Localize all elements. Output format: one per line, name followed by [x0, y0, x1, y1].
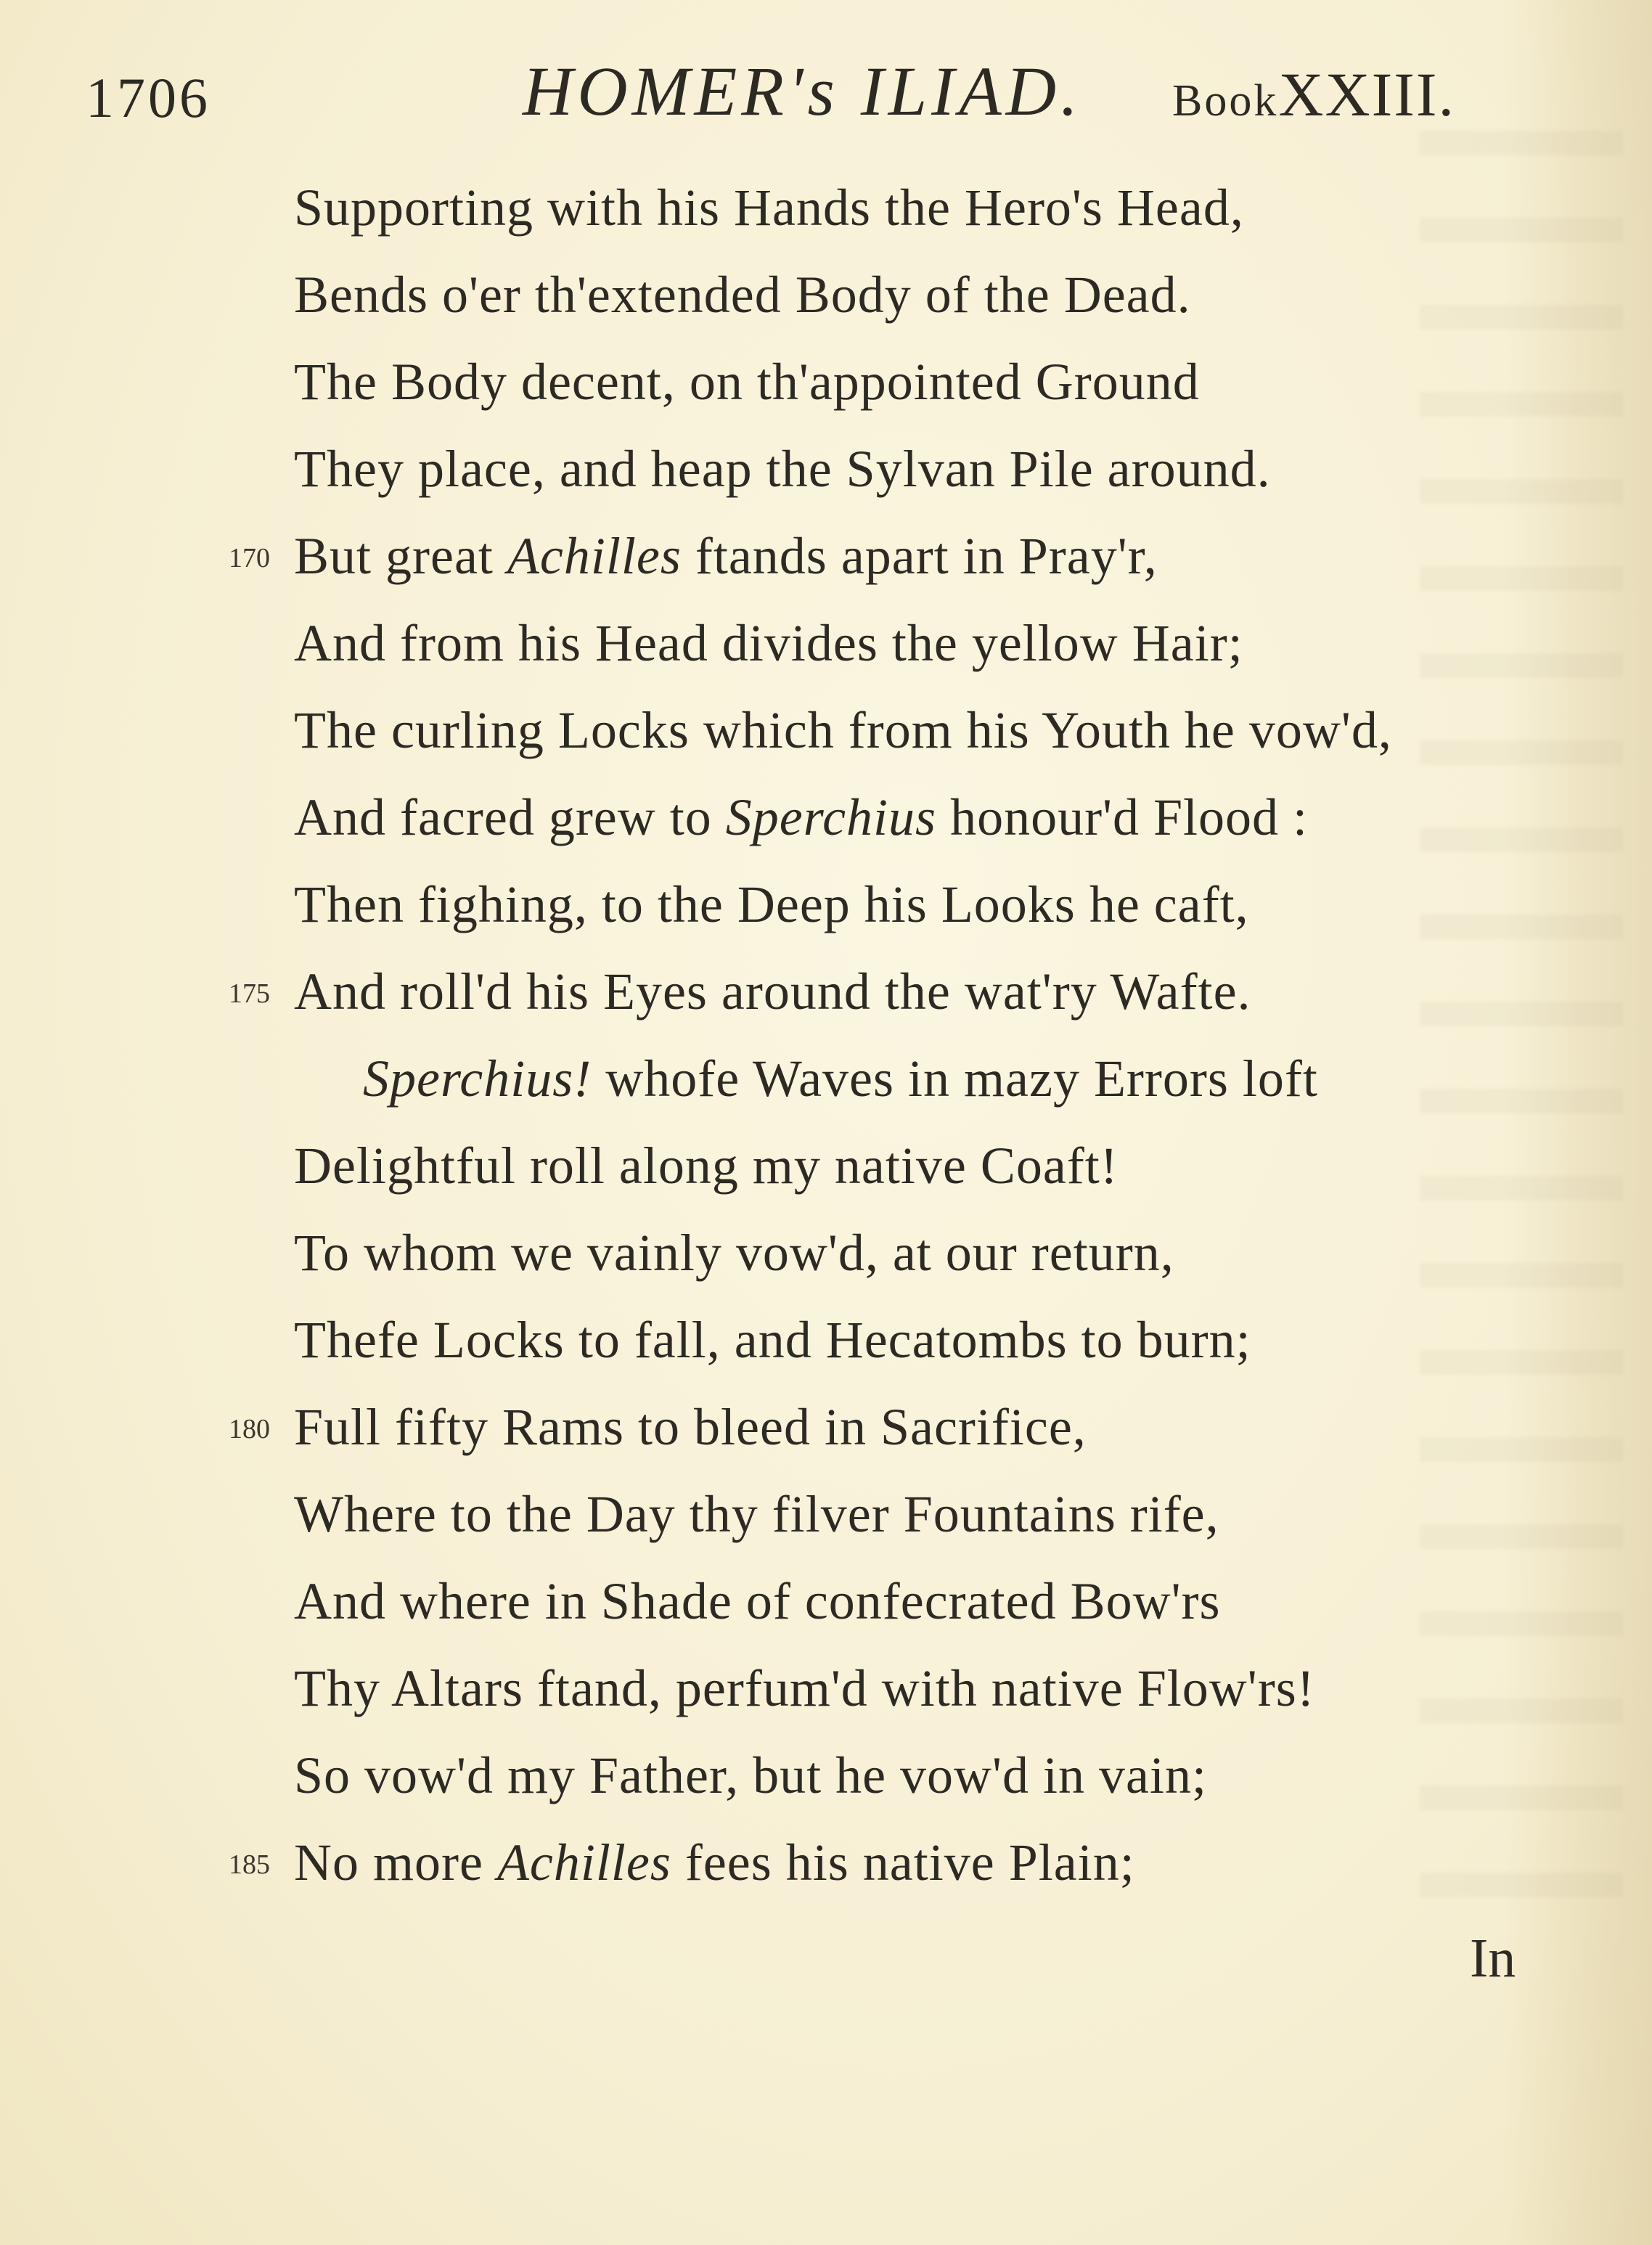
line-text: Thy Altars ftand, perfum'd with native Flow'rs!: [294, 1659, 1315, 1717]
verse-line: [0, 1571, 1652, 1659]
line-text: But great Achilles ftands apart in Pray'r,: [294, 527, 1158, 585]
line-number: 175: [229, 978, 270, 1009]
line-text: So vow'd my Father, but he vow'd in vain;: [294, 1746, 1207, 1804]
verse-line: [0, 1746, 1652, 1833]
page-number: 1706: [86, 66, 210, 129]
line-text: Then fighing, to the Deep his Looks he caft,: [294, 875, 1249, 933]
verse-line: [0, 875, 1652, 962]
page-header: [0, 51, 1652, 131]
verse-line: [0, 1049, 1652, 1136]
catchword: In: [1470, 1928, 1516, 1989]
book-label: [1172, 58, 1455, 131]
verse-line: [0, 439, 1652, 526]
line-text: They place, and heap the Sylvan Pile around.: [294, 440, 1271, 498]
verse-line: [0, 1833, 1652, 1920]
line-number: 185: [229, 1849, 270, 1880]
line-text: And from his Head divides the yellow Hair;: [294, 614, 1243, 672]
line-text: To whom we vainly vow'd, at our return,: [294, 1224, 1174, 1282]
line-text: Where to the Day thy filver Fountains rife,: [294, 1485, 1219, 1543]
line-text: And roll'd his Eyes around the wat'ry Wafte.: [294, 962, 1251, 1021]
line-text: Sperchius! whofe Waves in mazy Errors loft: [363, 1050, 1318, 1108]
line-text: Full fifty Rams to bleed in Sacrifice,: [294, 1398, 1087, 1456]
book-word: Book: [1172, 76, 1279, 126]
line-number: 170: [229, 543, 270, 573]
line-text: The Body decent, on th'appointed Ground: [294, 353, 1200, 411]
verse-line: [0, 700, 1652, 788]
line-text: The curling Locks which from his Youth he vow'd,: [294, 701, 1392, 759]
verse-line: [0, 1310, 1652, 1397]
verse-line: [0, 788, 1652, 875]
line-text: Delightful roll along my native Coaft!: [294, 1137, 1119, 1195]
verse-line: [0, 526, 1652, 613]
running-title: HOMER's ILIAD.: [523, 52, 1083, 130]
line-text: And where in Shade of confecrated Bow'rs: [294, 1572, 1221, 1630]
line-text: No more Achilles fees his native Plain;: [294, 1833, 1135, 1892]
verse-line: [0, 1136, 1652, 1223]
line-text: Thefe Locks to fall, and Hecatombs to burn;: [294, 1311, 1251, 1369]
book-numeral: XXIII.: [1278, 60, 1455, 129]
verse-line: [0, 613, 1652, 700]
verse-line: [0, 352, 1652, 439]
verse-line: [0, 1223, 1652, 1310]
line-text: And facred grew to Sperchius honour'd Flood :: [294, 788, 1309, 846]
line-number: 180: [229, 1414, 270, 1444]
verse-line: [0, 962, 1652, 1049]
verse-line: [0, 178, 1652, 265]
verse-line: [0, 265, 1652, 352]
verse-line: [0, 1397, 1652, 1484]
verse-line: [0, 1484, 1652, 1571]
verse-line: [0, 1659, 1652, 1746]
line-text: Bends o'er th'extended Body of the Dead.: [294, 266, 1191, 324]
line-text: Supporting with his Hands the Hero's Head,: [294, 179, 1244, 237]
